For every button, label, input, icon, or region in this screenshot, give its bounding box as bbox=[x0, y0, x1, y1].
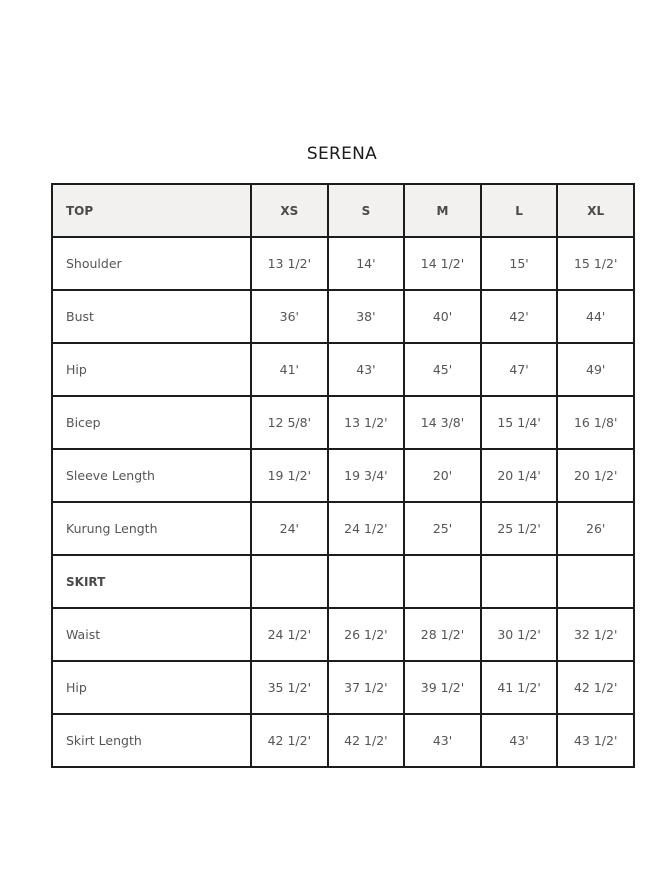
measurement-label: Hip bbox=[52, 661, 251, 714]
table-header-row bbox=[52, 184, 634, 237]
size-column-header: XS bbox=[251, 184, 328, 237]
measurement-value: 28 1/2' bbox=[404, 608, 481, 661]
measurement-value: 20 1/2' bbox=[557, 449, 634, 502]
table-row bbox=[52, 502, 634, 555]
measurement-value: 39 1/2' bbox=[404, 661, 481, 714]
size-chart-table bbox=[51, 183, 635, 768]
measurement-label: Skirt Length bbox=[52, 714, 251, 767]
measurement-label: Waist bbox=[52, 608, 251, 661]
measurement-label: Shoulder bbox=[52, 237, 251, 290]
measurement-value: 45' bbox=[404, 343, 481, 396]
measurement-value: 24 1/2' bbox=[328, 502, 405, 555]
page-title: SERENA bbox=[306, 144, 378, 164]
measurement-value: 24 1/2' bbox=[251, 608, 328, 661]
measurement-value: 44' bbox=[557, 290, 634, 343]
measurement-value: 14' bbox=[328, 237, 405, 290]
measurement-value: 15' bbox=[481, 237, 558, 290]
measurement-label: Bicep bbox=[52, 396, 251, 449]
measurement-value bbox=[251, 555, 328, 608]
measurement-value: 38' bbox=[328, 290, 405, 343]
size-column-header: XL bbox=[557, 184, 634, 237]
table-row bbox=[52, 237, 634, 290]
measurement-value: 15 1/2' bbox=[557, 237, 634, 290]
measurement-value: 49' bbox=[557, 343, 634, 396]
measurement-value: 32 1/2' bbox=[557, 608, 634, 661]
table-row bbox=[52, 343, 634, 396]
measurement-label: Kurung Length bbox=[52, 502, 251, 555]
measurement-value: 36' bbox=[251, 290, 328, 343]
table-row bbox=[52, 396, 634, 449]
measurement-value: 37 1/2' bbox=[328, 661, 405, 714]
section-heading-label: SKIRT bbox=[52, 555, 251, 608]
measurement-value: 24' bbox=[251, 502, 328, 555]
measurement-value: 47' bbox=[481, 343, 558, 396]
section-heading-top: TOP bbox=[52, 184, 251, 237]
measurement-value bbox=[557, 555, 634, 608]
measurement-value: 41 1/2' bbox=[481, 661, 558, 714]
measurement-value: 13 1/2' bbox=[251, 237, 328, 290]
measurement-value: 35 1/2' bbox=[251, 661, 328, 714]
measurement-value: 15 1/4' bbox=[481, 396, 558, 449]
measurement-value: 12 5/8' bbox=[251, 396, 328, 449]
table-row bbox=[52, 714, 634, 767]
measurement-value: 40' bbox=[404, 290, 481, 343]
measurement-value: 13 1/2' bbox=[328, 396, 405, 449]
table-row bbox=[52, 608, 634, 661]
measurement-value: 20 1/4' bbox=[481, 449, 558, 502]
table-row bbox=[52, 661, 634, 714]
table-row bbox=[52, 449, 634, 502]
measurement-value: 26 1/2' bbox=[328, 608, 405, 661]
measurement-value: 14 1/2' bbox=[404, 237, 481, 290]
measurement-value: 42 1/2' bbox=[328, 714, 405, 767]
measurement-value: 19 3/4' bbox=[328, 449, 405, 502]
size-column-header: S bbox=[328, 184, 405, 237]
measurement-value: 26' bbox=[557, 502, 634, 555]
measurement-value: 43 1/2' bbox=[557, 714, 634, 767]
measurement-label: Sleeve Length bbox=[52, 449, 251, 502]
measurement-value: 41' bbox=[251, 343, 328, 396]
measurement-value: 30 1/2' bbox=[481, 608, 558, 661]
measurement-value bbox=[404, 555, 481, 608]
table-row bbox=[52, 290, 634, 343]
measurement-value: 25 1/2' bbox=[481, 502, 558, 555]
measurement-value: 25' bbox=[404, 502, 481, 555]
measurement-value: 42 1/2' bbox=[557, 661, 634, 714]
measurement-value: 16 1/8' bbox=[557, 396, 634, 449]
measurement-value: 19 1/2' bbox=[251, 449, 328, 502]
size-column-header: L bbox=[481, 184, 558, 237]
measurement-value: 43' bbox=[481, 714, 558, 767]
measurement-value: 43' bbox=[328, 343, 405, 396]
measurement-label: Hip bbox=[52, 343, 251, 396]
section-heading-row bbox=[52, 555, 634, 608]
measurement-value bbox=[481, 555, 558, 608]
measurement-value: 42' bbox=[481, 290, 558, 343]
measurement-value: 43' bbox=[404, 714, 481, 767]
measurement-label: Bust bbox=[52, 290, 251, 343]
measurement-value: 20' bbox=[404, 449, 481, 502]
measurement-value: 14 3/8' bbox=[404, 396, 481, 449]
measurement-value: 42 1/2' bbox=[251, 714, 328, 767]
size-column-header: M bbox=[404, 184, 481, 237]
measurement-value bbox=[328, 555, 405, 608]
